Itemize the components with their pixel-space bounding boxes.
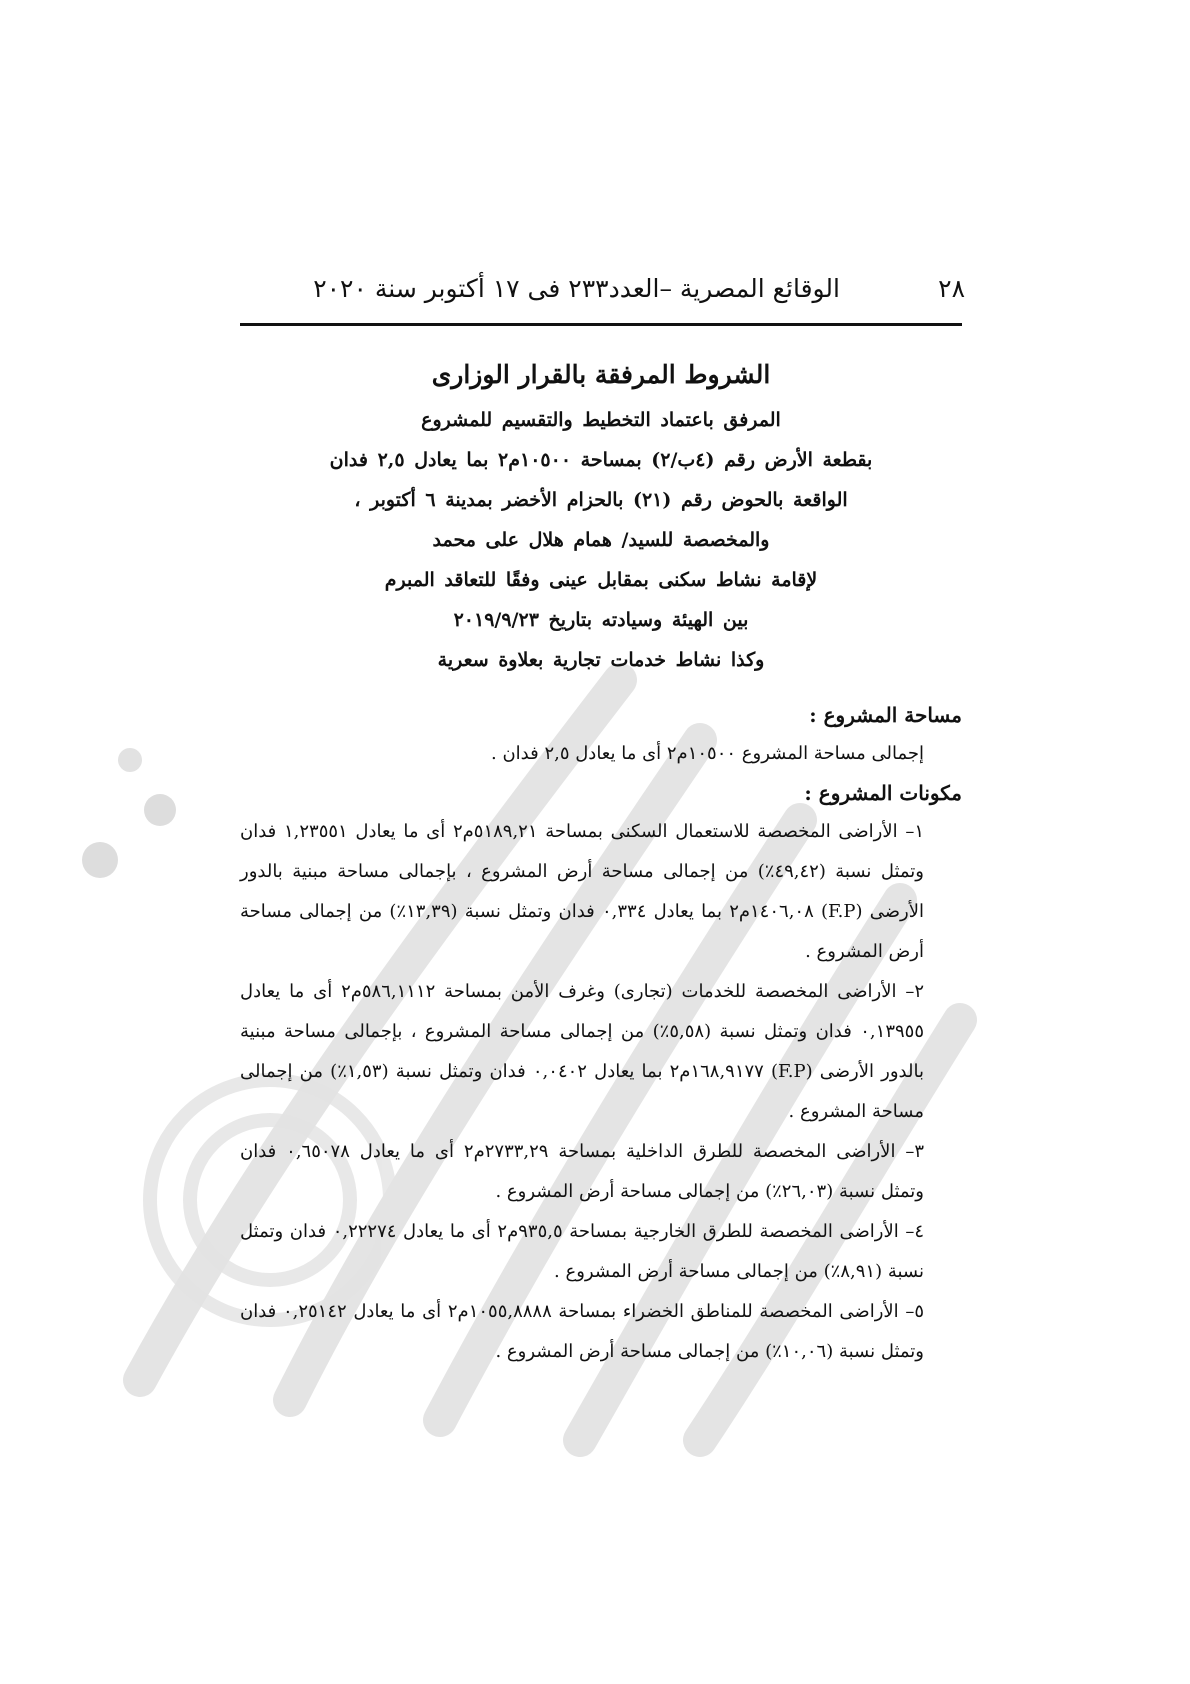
component-item: ٥– الأراضى المخصصة للمناطق الخضراء بمساحة ١٠٥٥,٨٨٨٨م٢ أى ما يعادل ٠,٢٥١٤٢ فدان وتمثل نسبة (١٠,٠٦٪) من إجمالى مساحة أرض المشروع . bbox=[240, 1301, 925, 1362]
component-item: ٤– الأراضى المخصصة للطرق الخارجية بمساحة ٩٣٥,٥م٢ أى ما يعادل ٠,٢٢٢٧٤ فدان وتمثل نسبة (٨,٩١٪) من إجمالى مساحة أرض المشروع . bbox=[240, 1221, 924, 1282]
heading-line: وكذا نشاط خدمات تجارية بعلاوة سعرية bbox=[437, 649, 765, 671]
components-section-title: مكونات المشروع : bbox=[804, 781, 962, 805]
heading-line: لإقامة نشاط سكنى بمقابل عينى وفقًا للتعاقد المبرم bbox=[384, 569, 818, 591]
header-divider bbox=[240, 323, 962, 326]
component-item: ٣– الأراضى المخصصة للطرق الداخلية بمساحة ٢٧٣٣,٢٩م٢ أى ما يعادل ٠,٦٥٠٧٨ فدان وتمثل نسبة (٢٦,٠٣٪) من إجمالى مساحة أرض المشروع . bbox=[240, 1141, 924, 1202]
component-item: ٢– الأراضى المخصصة للخدمات (تجارى) وغرف الأمن بمساحة ٥٨٦,١١١٢م٢ أى ما يعادل ٠,١٣٩٥٥ فدان وتمثل نسبة (٥,٥٨٪) من إجمالى مساحة المشروع ، بإجمالى مساحة مبنية بالدور الأرضى (F.P) ١٦٨,٩١٧٧م٢ بما يعادل ٠,٠٤٠٢ فدان وتمثل نسبة (١,٥٣٪) من إجمالى مساحة المشروع . bbox=[240, 981, 925, 1122]
area-paragraph: إجمالى مساحة المشروع ١٠٥٠٠م٢ أى ما يعادل ٢,٥ فدان . bbox=[491, 743, 924, 764]
decree-heading bbox=[240, 350, 962, 680]
main-title: الشروط المرفقة بالقرار الوزارى bbox=[431, 360, 771, 389]
heading-line: بين الهيئة وسيادته بتاريخ ٢٠١٩/٩/٢٣ bbox=[453, 609, 749, 631]
page-number: ٢٨ bbox=[938, 274, 965, 303]
gazette-title: الوقائع المصرية –العدد٢٣٣ فى ١٧ أكتوبر سنة ٢٠٢٠ bbox=[313, 274, 840, 303]
document-body bbox=[240, 696, 962, 1372]
component-item: ١– الأراضى المخصصة للاستعمال السكنى بمساحة ٥١٨٩,٢١م٢ أى ما يعادل ١,٢٣٥٥١ فدان وتمثل نسبة (٤٩,٤٢٪) من إجمالى مساحة أرض المشروع ، بإجمالى مساحة مبنية بالدور الأرضى (F.P) ١٤٠٦,٠٨م٢ بما يعادل ٠,٣٣٤ فدان وتمثل نسبة (١٣,٣٩٪) من إجمالى مساحة أرض المشروع . bbox=[240, 821, 925, 962]
heading-line: بقطعة الأرض رقم (٤ب/٢) بمساحة ١٠٥٠٠م٢ بما يعادل ٢,٥ فدان bbox=[329, 449, 873, 471]
page-header bbox=[245, 268, 965, 312]
heading-line: والمخصصة للسيد/ همام هلال على محمد bbox=[432, 529, 770, 551]
heading-line: المرفق باعتماد التخطيط والتقسيم للمشروع bbox=[421, 409, 781, 431]
area-section-title: مساحة المشروع : bbox=[809, 703, 962, 727]
heading-line: الواقعة بالحوض رقم (٢١) بالحزام الأخضر بمدينة ٦ أكتوبر ، bbox=[354, 489, 848, 511]
